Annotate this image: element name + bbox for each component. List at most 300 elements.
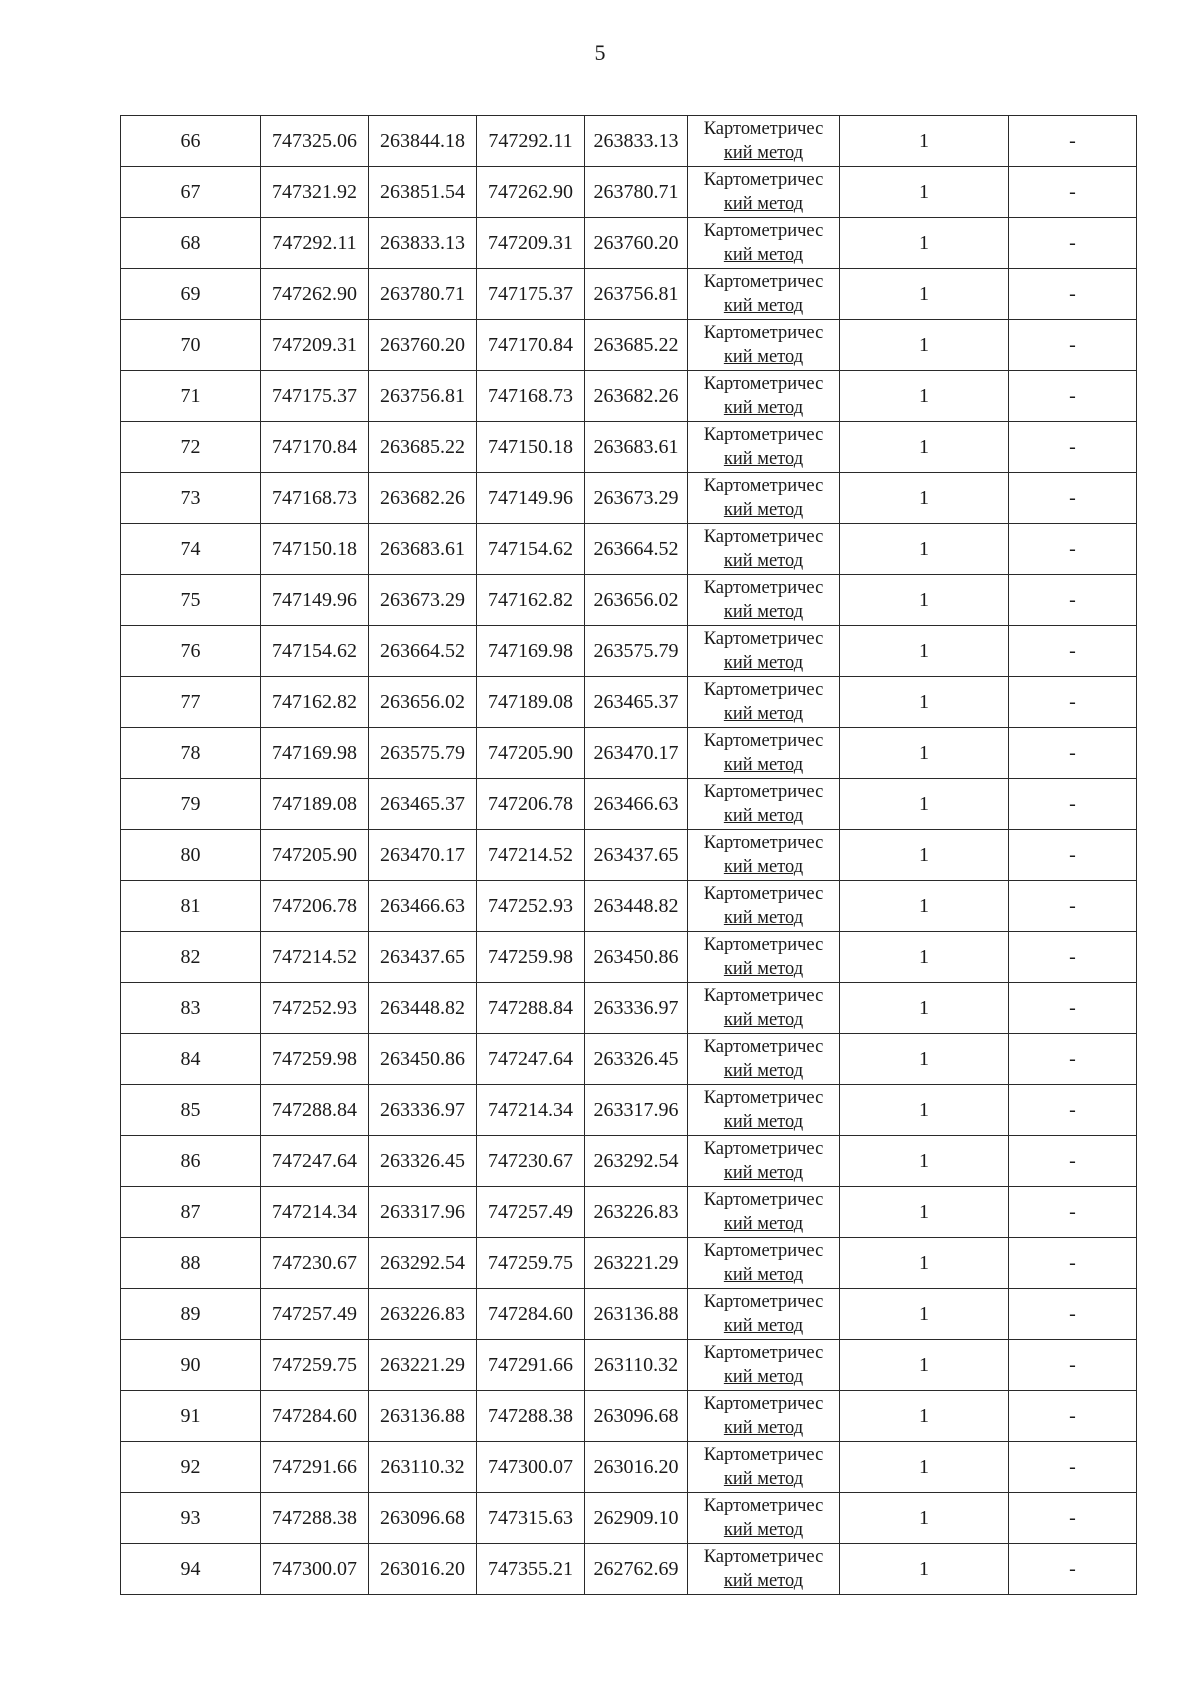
method-line-1: Картометричес: [703, 578, 824, 598]
method-line-1: Картометричес: [703, 1547, 824, 1567]
row-number-cell: 91: [121, 1391, 261, 1442]
accuracy-cell: 1: [840, 1391, 1009, 1442]
end-x-cell: 747259.75: [477, 1238, 585, 1289]
method-cell: [688, 1085, 840, 1136]
end-y-cell: 263833.13: [585, 116, 688, 167]
start-y-cell: 263317.96: [369, 1187, 477, 1238]
row-number-cell: 87: [121, 1187, 261, 1238]
row-number-cell: 78: [121, 728, 261, 779]
table-row: [121, 218, 1137, 269]
method-line-1: Картометричес: [703, 884, 824, 904]
start-y-cell: 263673.29: [369, 575, 477, 626]
start-y-cell: 263685.22: [369, 422, 477, 473]
start-x-cell: 747150.18: [261, 524, 369, 575]
table-row: [121, 1544, 1137, 1595]
start-x-cell: 747214.52: [261, 932, 369, 983]
accuracy-cell: 1: [840, 422, 1009, 473]
method-cell: [688, 779, 840, 830]
accuracy-cell: 1: [840, 626, 1009, 677]
row-number-cell: 77: [121, 677, 261, 728]
accuracy-cell: 1: [840, 779, 1009, 830]
accuracy-cell: 1: [840, 524, 1009, 575]
method-cell: [688, 575, 840, 626]
start-x-cell: 747321.92: [261, 167, 369, 218]
start-x-cell: 747288.84: [261, 1085, 369, 1136]
start-y-cell: 263136.88: [369, 1391, 477, 1442]
start-y-cell: 263780.71: [369, 269, 477, 320]
method-cell: [688, 422, 840, 473]
note-cell: -: [1009, 1289, 1137, 1340]
method-line-2: кий метод: [723, 1418, 804, 1438]
method-cell: [688, 371, 840, 422]
end-y-cell: 263780.71: [585, 167, 688, 218]
method-line-1: Картометричес: [703, 425, 824, 445]
start-x-cell: 747292.11: [261, 218, 369, 269]
start-y-cell: 263110.32: [369, 1442, 477, 1493]
method-line-2: кий метод: [723, 1214, 804, 1234]
accuracy-cell: 1: [840, 1442, 1009, 1493]
end-y-cell: 263437.65: [585, 830, 688, 881]
method-line-2: кий метод: [723, 908, 804, 928]
table-row: [121, 1187, 1137, 1238]
method-cell: [688, 728, 840, 779]
note-cell: -: [1009, 473, 1137, 524]
method-line-2: кий метод: [723, 1061, 804, 1081]
method-line-2: кий метод: [723, 398, 804, 418]
table-body: [121, 116, 1137, 1595]
method-line-2: кий метод: [723, 857, 804, 877]
note-cell: -: [1009, 575, 1137, 626]
method-cell: [688, 830, 840, 881]
method-line-1: Картометричес: [703, 119, 824, 139]
method-line-1: Картометричес: [703, 1190, 824, 1210]
end-x-cell: 747214.34: [477, 1085, 585, 1136]
method-line-2: кий метод: [723, 500, 804, 520]
start-y-cell: 263226.83: [369, 1289, 477, 1340]
end-y-cell: 263685.22: [585, 320, 688, 371]
method-line-1: Картометричес: [703, 272, 824, 292]
start-y-cell: 263683.61: [369, 524, 477, 575]
method-line-2: кий метод: [723, 1367, 804, 1387]
method-line-1: Картометричес: [703, 1343, 824, 1363]
end-x-cell: 747230.67: [477, 1136, 585, 1187]
method-line-1: Картометричес: [703, 170, 824, 190]
start-x-cell: 747169.98: [261, 728, 369, 779]
table-row: [121, 1442, 1137, 1493]
start-y-cell: 263756.81: [369, 371, 477, 422]
end-y-cell: 263317.96: [585, 1085, 688, 1136]
method-cell: [688, 983, 840, 1034]
method-cell: [688, 1289, 840, 1340]
method-line-2: кий метод: [723, 347, 804, 367]
row-number-cell: 83: [121, 983, 261, 1034]
table-row: [121, 728, 1137, 779]
end-y-cell: 263575.79: [585, 626, 688, 677]
method-line-2: кий метод: [723, 1469, 804, 1489]
row-number-cell: 76: [121, 626, 261, 677]
end-x-cell: 747262.90: [477, 167, 585, 218]
note-cell: -: [1009, 830, 1137, 881]
end-y-cell: 263110.32: [585, 1340, 688, 1391]
end-y-cell: 263450.86: [585, 932, 688, 983]
accuracy-cell: 1: [840, 1085, 1009, 1136]
method-line-2: кий метод: [723, 1571, 804, 1591]
method-cell: [688, 116, 840, 167]
end-x-cell: 747355.21: [477, 1544, 585, 1595]
method-cell: [688, 1493, 840, 1544]
end-y-cell: 263226.83: [585, 1187, 688, 1238]
end-x-cell: 747189.08: [477, 677, 585, 728]
note-cell: -: [1009, 320, 1137, 371]
note-cell: -: [1009, 983, 1137, 1034]
note-cell: -: [1009, 1238, 1137, 1289]
note-cell: -: [1009, 1391, 1137, 1442]
method-line-2: кий метод: [723, 806, 804, 826]
table-row: [121, 269, 1137, 320]
method-line-1: Картометричес: [703, 986, 824, 1006]
row-number-cell: 94: [121, 1544, 261, 1595]
end-y-cell: 263664.52: [585, 524, 688, 575]
method-cell: [688, 1187, 840, 1238]
table-row: [121, 422, 1137, 473]
table-row: [121, 932, 1137, 983]
start-y-cell: 263221.29: [369, 1340, 477, 1391]
note-cell: -: [1009, 1340, 1137, 1391]
method-line-1: Картометричес: [703, 527, 824, 547]
method-cell: [688, 677, 840, 728]
note-cell: -: [1009, 1136, 1137, 1187]
method-line-1: Картометричес: [703, 374, 824, 394]
method-line-2: кий метод: [723, 245, 804, 265]
method-cell: [688, 524, 840, 575]
start-x-cell: 747205.90: [261, 830, 369, 881]
note-cell: -: [1009, 167, 1137, 218]
table-row: [121, 830, 1137, 881]
note-cell: -: [1009, 932, 1137, 983]
table-row: [121, 1238, 1137, 1289]
row-number-cell: 92: [121, 1442, 261, 1493]
end-x-cell: 747150.18: [477, 422, 585, 473]
method-cell: [688, 218, 840, 269]
row-number-cell: 68: [121, 218, 261, 269]
end-y-cell: 263326.45: [585, 1034, 688, 1085]
end-x-cell: 747175.37: [477, 269, 585, 320]
end-x-cell: 747292.11: [477, 116, 585, 167]
end-x-cell: 747315.63: [477, 1493, 585, 1544]
method-line-2: кий метод: [723, 449, 804, 469]
table-row: [121, 473, 1137, 524]
method-line-2: кий метод: [723, 551, 804, 571]
note-cell: -: [1009, 1085, 1137, 1136]
table-row: [121, 983, 1137, 1034]
method-line-1: Картометричес: [703, 323, 824, 343]
start-x-cell: 747257.49: [261, 1289, 369, 1340]
method-cell: [688, 269, 840, 320]
note-cell: -: [1009, 524, 1137, 575]
method-line-2: кий метод: [723, 653, 804, 673]
accuracy-cell: 1: [840, 881, 1009, 932]
start-x-cell: 747262.90: [261, 269, 369, 320]
end-x-cell: 747169.98: [477, 626, 585, 677]
method-line-1: Картометричес: [703, 1139, 824, 1159]
note-cell: -: [1009, 371, 1137, 422]
note-cell: -: [1009, 1034, 1137, 1085]
row-number-cell: 85: [121, 1085, 261, 1136]
table-row: [121, 1136, 1137, 1187]
end-x-cell: 747162.82: [477, 575, 585, 626]
end-y-cell: 263683.61: [585, 422, 688, 473]
start-x-cell: 747149.96: [261, 575, 369, 626]
accuracy-cell: 1: [840, 932, 1009, 983]
start-y-cell: 263336.97: [369, 1085, 477, 1136]
end-y-cell: 263221.29: [585, 1238, 688, 1289]
end-y-cell: 262909.10: [585, 1493, 688, 1544]
row-number-cell: 89: [121, 1289, 261, 1340]
table-row: [121, 626, 1137, 677]
start-x-cell: 747170.84: [261, 422, 369, 473]
method-line-1: Картометричес: [703, 1292, 824, 1312]
method-line-1: Картометричес: [703, 1496, 824, 1516]
end-x-cell: 747205.90: [477, 728, 585, 779]
row-number-cell: 84: [121, 1034, 261, 1085]
method-line-2: кий метод: [723, 959, 804, 979]
row-number-cell: 69: [121, 269, 261, 320]
table-row: [121, 575, 1137, 626]
start-x-cell: 747252.93: [261, 983, 369, 1034]
end-y-cell: 263136.88: [585, 1289, 688, 1340]
method-cell: [688, 932, 840, 983]
start-y-cell: 263466.63: [369, 881, 477, 932]
start-y-cell: 263292.54: [369, 1238, 477, 1289]
method-line-1: Картометричес: [703, 629, 824, 649]
accuracy-cell: 1: [840, 1493, 1009, 1544]
end-x-cell: 747288.84: [477, 983, 585, 1034]
end-x-cell: 747214.52: [477, 830, 585, 881]
end-x-cell: 747284.60: [477, 1289, 585, 1340]
method-line-2: кий метод: [723, 1163, 804, 1183]
start-y-cell: 263656.02: [369, 677, 477, 728]
accuracy-cell: 1: [840, 218, 1009, 269]
accuracy-cell: 1: [840, 677, 1009, 728]
method-cell: [688, 473, 840, 524]
method-line-1: Картометричес: [703, 935, 824, 955]
accuracy-cell: 1: [840, 1238, 1009, 1289]
accuracy-cell: 1: [840, 1544, 1009, 1595]
end-x-cell: 747300.07: [477, 1442, 585, 1493]
note-cell: -: [1009, 1187, 1137, 1238]
end-x-cell: 747206.78: [477, 779, 585, 830]
row-number-cell: 70: [121, 320, 261, 371]
method-line-2: кий метод: [723, 602, 804, 622]
end-x-cell: 747259.98: [477, 932, 585, 983]
start-x-cell: 747247.64: [261, 1136, 369, 1187]
start-y-cell: 263664.52: [369, 626, 477, 677]
start-y-cell: 263682.26: [369, 473, 477, 524]
start-x-cell: 747154.62: [261, 626, 369, 677]
method-line-2: кий метод: [723, 143, 804, 163]
method-cell: [688, 1034, 840, 1085]
start-x-cell: 747300.07: [261, 1544, 369, 1595]
accuracy-cell: 1: [840, 269, 1009, 320]
start-y-cell: 263326.45: [369, 1136, 477, 1187]
accuracy-cell: 1: [840, 1340, 1009, 1391]
note-cell: -: [1009, 728, 1137, 779]
accuracy-cell: 1: [840, 1187, 1009, 1238]
method-cell: [688, 1442, 840, 1493]
table-row: [121, 320, 1137, 371]
coordinates-table: [120, 115, 1137, 1595]
note-cell: -: [1009, 677, 1137, 728]
start-x-cell: 747214.34: [261, 1187, 369, 1238]
note-cell: -: [1009, 1442, 1137, 1493]
method-cell: [688, 881, 840, 932]
row-number-cell: 82: [121, 932, 261, 983]
end-y-cell: 263465.37: [585, 677, 688, 728]
table-row: [121, 779, 1137, 830]
method-line-1: Картометричес: [703, 221, 824, 241]
start-x-cell: 747325.06: [261, 116, 369, 167]
accuracy-cell: 1: [840, 116, 1009, 167]
table-row: [121, 881, 1137, 932]
table-row: [121, 1034, 1137, 1085]
row-number-cell: 86: [121, 1136, 261, 1187]
method-cell: [688, 1136, 840, 1187]
accuracy-cell: 1: [840, 830, 1009, 881]
method-line-1: Картометричес: [703, 731, 824, 751]
method-line-1: Картометричес: [703, 476, 824, 496]
note-cell: -: [1009, 1493, 1137, 1544]
table-row: [121, 524, 1137, 575]
end-y-cell: 263682.26: [585, 371, 688, 422]
end-y-cell: 263292.54: [585, 1136, 688, 1187]
table-row: [121, 116, 1137, 167]
end-x-cell: 747257.49: [477, 1187, 585, 1238]
end-y-cell: 263016.20: [585, 1442, 688, 1493]
start-x-cell: 747175.37: [261, 371, 369, 422]
end-x-cell: 747168.73: [477, 371, 585, 422]
end-y-cell: 263470.17: [585, 728, 688, 779]
end-x-cell: 747149.96: [477, 473, 585, 524]
table-row: [121, 1085, 1137, 1136]
method-line-2: кий метод: [723, 1112, 804, 1132]
start-x-cell: 747162.82: [261, 677, 369, 728]
start-y-cell: 263844.18: [369, 116, 477, 167]
method-line-1: Картометричес: [703, 782, 824, 802]
method-line-2: кий метод: [723, 1265, 804, 1285]
page-number: 5: [594, 40, 606, 65]
note-cell: -: [1009, 881, 1137, 932]
method-line-1: Картометричес: [703, 1445, 824, 1465]
end-x-cell: 747170.84: [477, 320, 585, 371]
end-x-cell: 747288.38: [477, 1391, 585, 1442]
method-line-2: кий метод: [723, 1520, 804, 1540]
row-number-cell: 74: [121, 524, 261, 575]
start-y-cell: 263096.68: [369, 1493, 477, 1544]
method-line-2: кий метод: [723, 755, 804, 775]
start-y-cell: 263470.17: [369, 830, 477, 881]
end-x-cell: 747252.93: [477, 881, 585, 932]
start-y-cell: 263760.20: [369, 320, 477, 371]
table-row: [121, 1289, 1137, 1340]
method-line-2: кий метод: [723, 1010, 804, 1030]
start-y-cell: 263575.79: [369, 728, 477, 779]
accuracy-cell: 1: [840, 371, 1009, 422]
method-cell: [688, 167, 840, 218]
start-x-cell: 747284.60: [261, 1391, 369, 1442]
row-number-cell: 72: [121, 422, 261, 473]
method-line-2: кий метод: [723, 194, 804, 214]
row-number-cell: 67: [121, 167, 261, 218]
table-row: [121, 1493, 1137, 1544]
accuracy-cell: 1: [840, 575, 1009, 626]
accuracy-cell: 1: [840, 1289, 1009, 1340]
start-x-cell: 747291.66: [261, 1442, 369, 1493]
method-line-1: Картометричес: [703, 1037, 824, 1057]
accuracy-cell: 1: [840, 167, 1009, 218]
end-x-cell: 747247.64: [477, 1034, 585, 1085]
note-cell: -: [1009, 116, 1137, 167]
method-line-1: Картометричес: [703, 1394, 824, 1414]
method-line-1: Картометричес: [703, 1088, 824, 1108]
accuracy-cell: 1: [840, 473, 1009, 524]
end-y-cell: 262762.69: [585, 1544, 688, 1595]
note-cell: -: [1009, 218, 1137, 269]
note-cell: -: [1009, 779, 1137, 830]
row-number-cell: 66: [121, 116, 261, 167]
table-row: [121, 371, 1137, 422]
method-cell: [688, 1391, 840, 1442]
start-x-cell: 747259.75: [261, 1340, 369, 1391]
end-y-cell: 263096.68: [585, 1391, 688, 1442]
accuracy-cell: 1: [840, 728, 1009, 779]
end-y-cell: 263336.97: [585, 983, 688, 1034]
end-y-cell: 263656.02: [585, 575, 688, 626]
start-y-cell: 263016.20: [369, 1544, 477, 1595]
table-row: [121, 677, 1137, 728]
note-cell: -: [1009, 422, 1137, 473]
row-number-cell: 73: [121, 473, 261, 524]
end-x-cell: 747291.66: [477, 1340, 585, 1391]
end-x-cell: 747154.62: [477, 524, 585, 575]
accuracy-cell: 1: [840, 1136, 1009, 1187]
row-number-cell: 75: [121, 575, 261, 626]
start-y-cell: 263851.54: [369, 167, 477, 218]
row-number-cell: 80: [121, 830, 261, 881]
accuracy-cell: 1: [840, 983, 1009, 1034]
start-y-cell: 263437.65: [369, 932, 477, 983]
end-y-cell: 263466.63: [585, 779, 688, 830]
method-cell: [688, 1340, 840, 1391]
method-cell: [688, 1544, 840, 1595]
end-x-cell: 747209.31: [477, 218, 585, 269]
method-line-1: Картометричес: [703, 833, 824, 853]
method-line-2: кий метод: [723, 296, 804, 316]
start-y-cell: 263833.13: [369, 218, 477, 269]
method-line-2: кий метод: [723, 1316, 804, 1336]
start-x-cell: 747230.67: [261, 1238, 369, 1289]
start-y-cell: 263450.86: [369, 1034, 477, 1085]
row-number-cell: 79: [121, 779, 261, 830]
start-x-cell: 747259.98: [261, 1034, 369, 1085]
row-number-cell: 71: [121, 371, 261, 422]
note-cell: -: [1009, 269, 1137, 320]
start-x-cell: 747288.38: [261, 1493, 369, 1544]
row-number-cell: 88: [121, 1238, 261, 1289]
table-row: [121, 167, 1137, 218]
end-y-cell: 263760.20: [585, 218, 688, 269]
method-line-1: Картометричес: [703, 680, 824, 700]
method-cell: [688, 1238, 840, 1289]
